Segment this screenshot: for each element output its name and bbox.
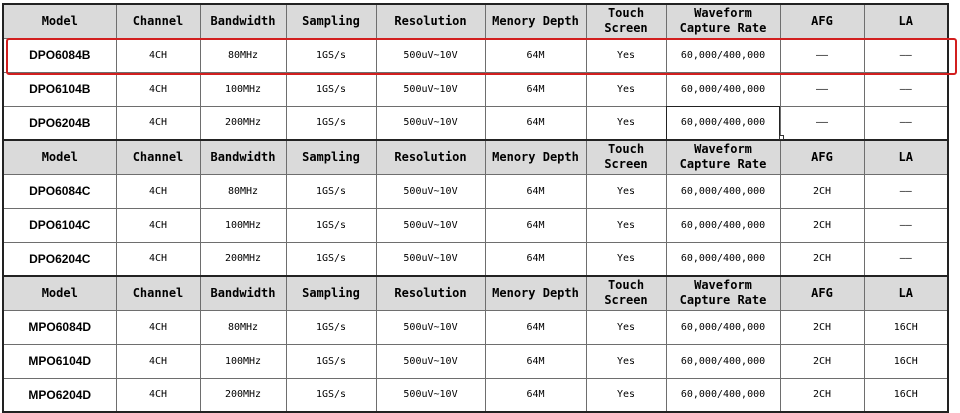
touch-screen-cell[interactable]: Yes xyxy=(586,208,666,242)
column-header-capture-rate[interactable]: Waveform Capture Rate xyxy=(666,140,780,174)
bandwidth-cell[interactable]: 200MHz xyxy=(200,378,286,412)
column-header-touch-screen[interactable]: Touch Screen xyxy=(586,276,666,310)
column-header-memory-depth[interactable]: Menory Depth xyxy=(485,276,586,310)
capture-rate-cell[interactable]: 60,000/400,000 xyxy=(666,208,780,242)
bandwidth-cell[interactable]: 80MHz xyxy=(200,38,286,72)
memory-depth-cell[interactable]: 64M xyxy=(485,310,586,344)
sampling-cell[interactable]: 1GS/s xyxy=(286,344,376,378)
column-header-afg[interactable]: AFG xyxy=(780,4,864,38)
column-header-capture-rate[interactable]: Waveform Capture Rate xyxy=(666,276,780,310)
sampling-cell[interactable]: 1GS/s xyxy=(286,378,376,412)
la-cell[interactable]: —— xyxy=(864,72,948,106)
sampling-cell[interactable]: 1GS/s xyxy=(286,106,376,140)
capture-rate-cell[interactable]: 60,000/400,000 xyxy=(666,38,780,72)
bandwidth-cell[interactable]: 200MHz xyxy=(200,106,286,140)
column-header-model[interactable]: Model xyxy=(3,140,116,174)
resolution-cell[interactable]: 500uV~10V xyxy=(376,38,485,72)
column-header-la[interactable]: LA xyxy=(864,140,948,174)
memory-depth-cell[interactable]: 64M xyxy=(485,106,586,140)
column-header-touch-screen[interactable]: Touch Screen xyxy=(586,140,666,174)
column-header-resolution[interactable]: Resolution xyxy=(376,140,485,174)
afg-cell[interactable]: 2CH xyxy=(780,344,864,378)
selection-fill-handle[interactable] xyxy=(779,135,784,140)
table-row xyxy=(3,310,948,344)
la-cell[interactable]: 16CH xyxy=(864,344,948,378)
touch-screen-cell[interactable]: Yes xyxy=(586,106,666,140)
touch-screen-cell[interactable]: Yes xyxy=(586,38,666,72)
column-header-channel[interactable]: Channel xyxy=(116,140,200,174)
memory-depth-cell[interactable]: 64M xyxy=(485,378,586,412)
table-row xyxy=(3,38,948,72)
touch-screen-cell[interactable]: Yes xyxy=(586,378,666,412)
column-header-afg[interactable]: AFG xyxy=(780,140,864,174)
table-row xyxy=(3,208,948,242)
resolution-cell[interactable]: 500uV~10V xyxy=(376,174,485,208)
channel-cell[interactable]: 4CH xyxy=(116,378,200,412)
bandwidth-cell[interactable]: 80MHz xyxy=(200,310,286,344)
bandwidth-cell[interactable]: 200MHz xyxy=(200,242,286,276)
channel-cell[interactable]: 4CH xyxy=(116,344,200,378)
column-header-bandwidth[interactable]: Bandwidth xyxy=(200,4,286,38)
header-row xyxy=(3,4,948,38)
column-header-sampling[interactable]: Sampling xyxy=(286,4,376,38)
channel-cell[interactable]: 4CH xyxy=(116,174,200,208)
afg-cell[interactable]: —— xyxy=(780,38,864,72)
sampling-cell[interactable]: 1GS/s xyxy=(286,38,376,72)
la-cell[interactable]: —— xyxy=(864,208,948,242)
column-header-sampling[interactable]: Sampling xyxy=(286,140,376,174)
resolution-cell[interactable]: 500uV~10V xyxy=(376,208,485,242)
afg-cell[interactable]: 2CH xyxy=(780,378,864,412)
model-cell[interactable]: MPO6204D xyxy=(3,378,116,412)
model-cell[interactable]: DPO6204B xyxy=(3,106,116,140)
afg-cell[interactable]: 2CH xyxy=(780,310,864,344)
sampling-cell[interactable]: 1GS/s xyxy=(286,310,376,344)
afg-cell[interactable]: 2CH xyxy=(780,174,864,208)
capture-rate-cell[interactable]: 60,000/400,000 xyxy=(666,310,780,344)
capture-rate-cell[interactable]: 60,000/400,000 xyxy=(666,378,780,412)
resolution-cell[interactable]: 500uV~10V xyxy=(376,344,485,378)
channel-cell[interactable]: 4CH xyxy=(116,72,200,106)
channel-cell[interactable]: 4CH xyxy=(116,310,200,344)
afg-cell[interactable]: —— xyxy=(780,106,864,140)
resolution-cell[interactable]: 500uV~10V xyxy=(376,310,485,344)
column-header-bandwidth[interactable]: Bandwidth xyxy=(200,140,286,174)
column-header-resolution[interactable]: Resolution xyxy=(376,4,485,38)
resolution-cell[interactable]: 500uV~10V xyxy=(376,72,485,106)
capture-rate-cell[interactable]: 60,000/400,000 xyxy=(666,72,780,106)
afg-cell[interactable]: —— xyxy=(780,72,864,106)
column-header-resolution[interactable]: Resolution xyxy=(376,276,485,310)
bandwidth-cell[interactable]: 100MHz xyxy=(200,208,286,242)
model-cell[interactable]: MPO6104D xyxy=(3,344,116,378)
touch-screen-cell[interactable]: Yes xyxy=(586,344,666,378)
table-row xyxy=(3,72,948,106)
bandwidth-cell[interactable]: 100MHz xyxy=(200,344,286,378)
touch-screen-cell[interactable]: Yes xyxy=(586,174,666,208)
resolution-cell[interactable]: 500uV~10V xyxy=(376,106,485,140)
la-cell[interactable]: —— xyxy=(864,242,948,276)
model-cell[interactable]: DPO6104C xyxy=(3,208,116,242)
model-cell[interactable]: DPO6084C xyxy=(3,174,116,208)
la-cell[interactable]: —— xyxy=(864,38,948,72)
table-row xyxy=(3,344,948,378)
column-header-touch-screen[interactable]: Touch Screen xyxy=(586,4,666,38)
column-header-la[interactable]: LA xyxy=(864,276,948,310)
header-row xyxy=(3,276,948,310)
resolution-cell[interactable]: 500uV~10V xyxy=(376,242,485,276)
la-cell[interactable]: —— xyxy=(864,106,948,140)
sampling-cell[interactable]: 1GS/s xyxy=(286,242,376,276)
table-row xyxy=(3,378,948,412)
memory-depth-cell[interactable]: 64M xyxy=(485,174,586,208)
column-header-model[interactable]: Model xyxy=(3,4,116,38)
resolution-cell[interactable]: 500uV~10V xyxy=(376,378,485,412)
model-cell[interactable]: DPO6084B xyxy=(3,38,116,72)
spec-table xyxy=(2,3,949,413)
capture-rate-cell[interactable]: 60,000/400,000 xyxy=(666,242,780,276)
sampling-cell[interactable]: 1GS/s xyxy=(286,208,376,242)
table-row xyxy=(3,174,948,208)
capture-rate-cell[interactable]: 60,000/400,000 xyxy=(666,344,780,378)
channel-cell[interactable]: 4CH xyxy=(116,208,200,242)
memory-depth-cell[interactable]: 64M xyxy=(485,344,586,378)
memory-depth-cell[interactable]: 64M xyxy=(485,242,586,276)
column-header-sampling[interactable]: Sampling xyxy=(286,276,376,310)
table-row xyxy=(3,106,948,140)
touch-screen-cell[interactable]: Yes xyxy=(586,72,666,106)
model-cell[interactable]: DPO6204C xyxy=(3,242,116,276)
touch-screen-cell[interactable]: Yes xyxy=(586,310,666,344)
channel-cell[interactable]: 4CH xyxy=(116,242,200,276)
column-header-model[interactable]: Model xyxy=(3,276,116,310)
model-cell[interactable]: DPO6104B xyxy=(3,72,116,106)
sampling-cell[interactable]: 1GS/s xyxy=(286,174,376,208)
sampling-cell[interactable]: 1GS/s xyxy=(286,72,376,106)
bandwidth-cell[interactable]: 100MHz xyxy=(200,72,286,106)
la-cell[interactable]: 16CH xyxy=(864,310,948,344)
column-header-afg[interactable]: AFG xyxy=(780,276,864,310)
column-header-memory-depth[interactable]: Menory Depth xyxy=(485,4,586,38)
channel-cell[interactable]: 4CH xyxy=(116,38,200,72)
la-cell[interactable]: —— xyxy=(864,174,948,208)
header-row xyxy=(3,140,948,174)
channel-cell[interactable]: 4CH xyxy=(116,106,200,140)
touch-screen-cell[interactable]: Yes xyxy=(586,242,666,276)
table-row xyxy=(3,242,948,276)
capture-rate-cell[interactable]: 60,000/400,000 xyxy=(666,174,780,208)
la-cell[interactable]: 16CH xyxy=(864,378,948,412)
afg-cell[interactable]: 2CH xyxy=(780,242,864,276)
column-header-capture-rate[interactable]: Waveform Capture Rate xyxy=(666,4,780,38)
memory-depth-cell[interactable]: 64M xyxy=(485,38,586,72)
column-header-memory-depth[interactable]: Menory Depth xyxy=(485,140,586,174)
memory-depth-cell[interactable]: 64M xyxy=(485,208,586,242)
column-header-channel[interactable]: Channel xyxy=(116,276,200,310)
afg-cell[interactable]: 2CH xyxy=(780,208,864,242)
column-header-channel[interactable]: Channel xyxy=(116,4,200,38)
column-header-bandwidth[interactable]: Bandwidth xyxy=(200,276,286,310)
bandwidth-cell[interactable]: 80MHz xyxy=(200,174,286,208)
capture-rate-cell[interactable]: 60,000/400,000 xyxy=(666,106,780,140)
column-header-la[interactable]: LA xyxy=(864,4,948,38)
model-cell[interactable]: MPO6084D xyxy=(3,310,116,344)
memory-depth-cell[interactable]: 64M xyxy=(485,72,586,106)
